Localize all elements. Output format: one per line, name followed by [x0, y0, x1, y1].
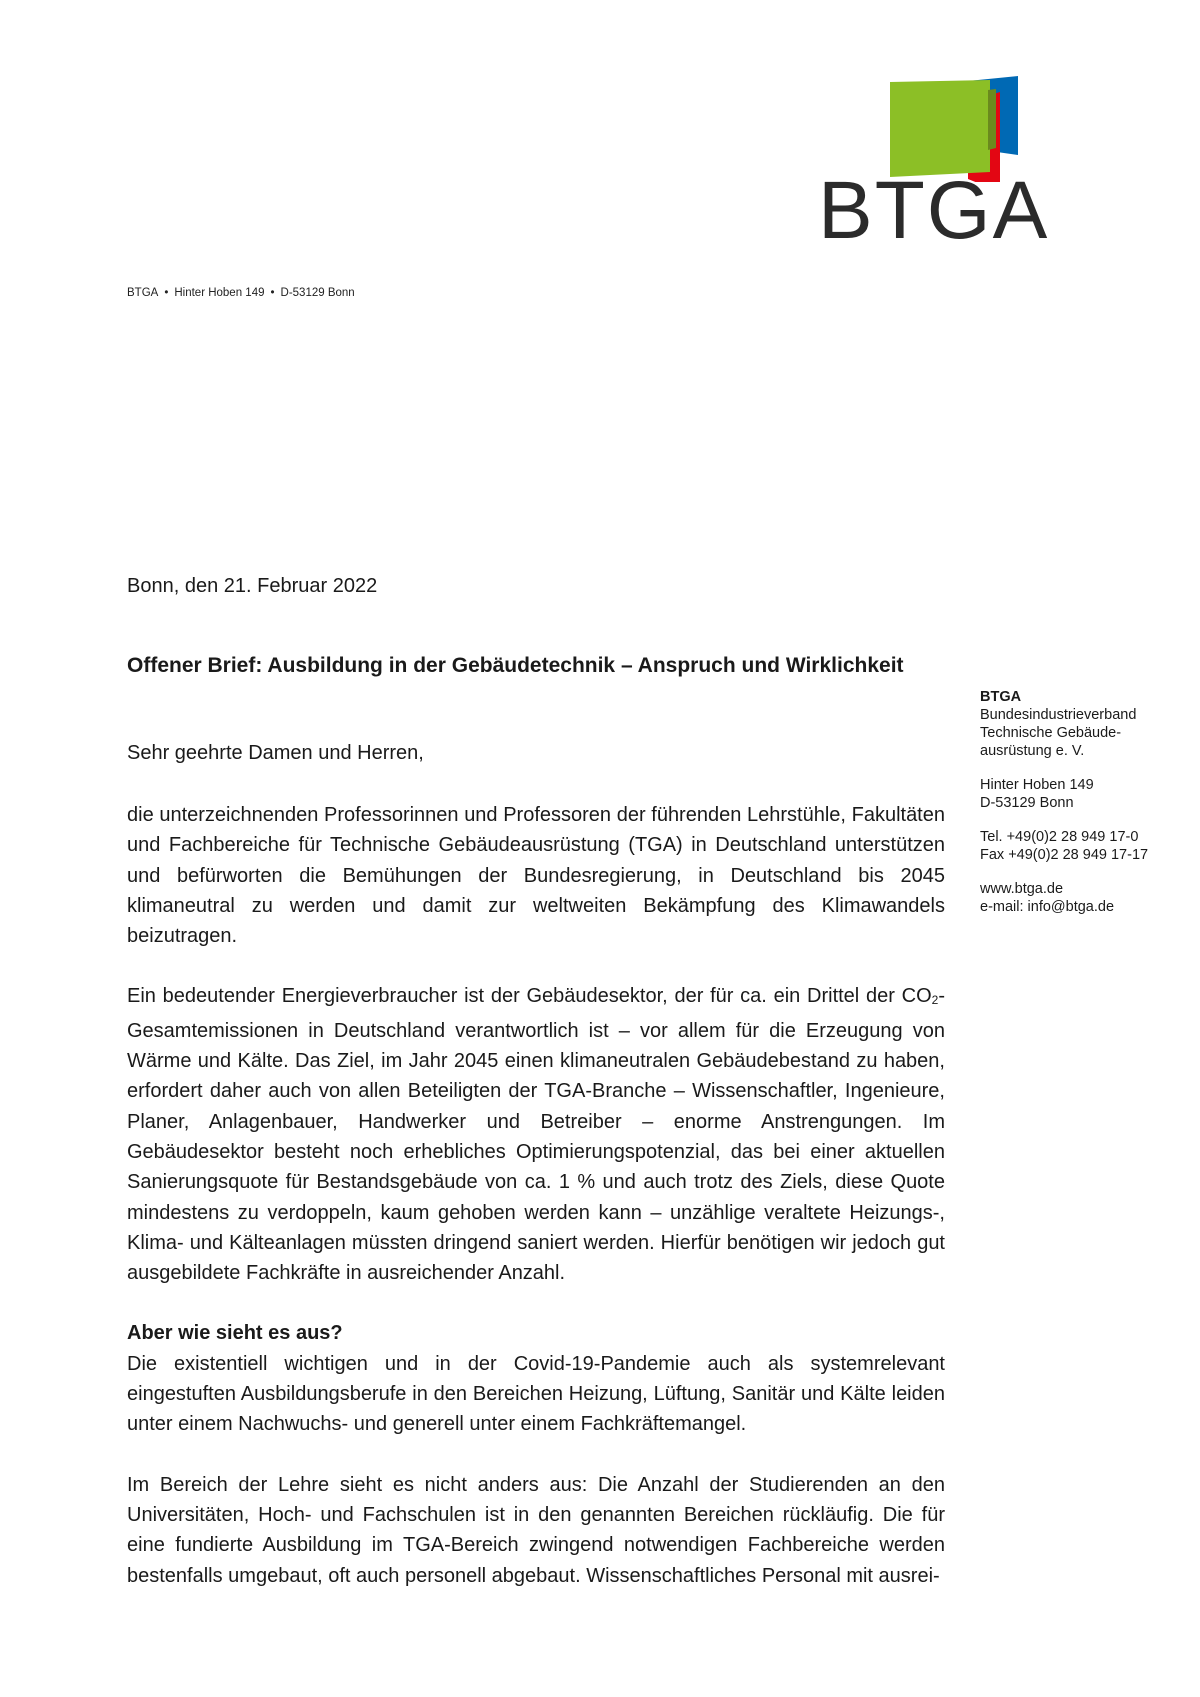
sender-address-line	[127, 287, 355, 299]
sidebar-org-line: ausrüstung e. V.	[980, 743, 1085, 759]
paragraph-energy-rest: -Gesamtemissionen in Deutschland verantwortlich ist – vor allem für die Erzeugung von Wärme und Kälte. Das Ziel, im Jahr 2045 einen klimaneutralen Gebäudebestand zu haben, erfordert daher auch von allen Beteiligten der TGA-Branche – Wissenschaftler, Ingenieure, Planer, Anlagenbauer, Handwerker und Betreiber – enorme Anstrengungen. Im Gebäudesektor besteht noch erhebliches Optimierungspotenzial, das bei einer aktuellen Sanierungsquote für Bestandsgebäude von ca. 1 % und auch trotz des Ziels, diese Quote mindestens zu verdoppeln, kaum gehoben werden kann – unzählige veraltete Heizungs-, Klima- und Kälteanlagen müssten dringend saniert werden. Hierfür benötigen wir jedoch gut ausgebildete Fachkräfte in ausreichender Anzahl.	[127, 985, 945, 1285]
separator-dot: •	[270, 287, 275, 299]
letter-title: Offener Brief: Ausbildung in der Gebäudetechnik – Anspruch und Wirklichkeit	[127, 654, 904, 677]
co2-subscript: 2	[931, 993, 939, 1008]
sidebar-org-line: Bundesindustrieverband	[980, 707, 1137, 723]
logo-green-panel	[890, 80, 990, 177]
subheading: Aber wie sieht es aus?	[127, 1322, 343, 1345]
separator-dot: •	[164, 287, 169, 299]
sidebar-website-link[interactable]: www.btga.de	[980, 881, 1064, 897]
sidebar-phone-block	[980, 828, 1180, 864]
sidebar-city: D-53129 Bonn	[980, 795, 1074, 811]
sidebar-org-line: Technische Gebäude-	[980, 725, 1122, 741]
sender-street: Hinter Hoben 149	[174, 287, 265, 299]
sidebar-org-block	[980, 688, 1180, 760]
sender-org: BTGA	[127, 287, 159, 299]
letter-body	[127, 800, 945, 1621]
logo-green-overlap	[988, 89, 996, 150]
paragraph-energy	[127, 981, 945, 1288]
logo-wordmark: BTGA	[818, 165, 1050, 256]
sidebar-contact	[980, 688, 1180, 932]
sidebar-org-short: BTGA	[980, 689, 1022, 705]
letter-date: Bonn, den 21. Februar 2022	[127, 575, 378, 597]
paragraph-teaching: Im Bereich der Lehre sieht es nicht anders aus: Die Anzahl der Studierenden an den Universitäten, Hoch- und Fachschulen ist in den genannten Bereichen rückläufig. Die für eine fundierte Ausbildung im TGA-Bereich zwingend notwendigen Fachbereiche werden bestenfalls umgebaut, oft auch personell abgebaut. Wissenschaftliches Personal mit ausrei-	[127, 1473, 945, 1587]
sidebar-street: Hinter Hoben 149	[980, 777, 1094, 793]
sidebar-email-link[interactable]: e-mail: info@btga.de	[980, 899, 1115, 915]
salutation: Sehr geehrte Damen und Herren,	[127, 742, 424, 764]
btga-logo	[818, 62, 1098, 256]
paragraph-energy-start: Ein bedeutender Energieverbraucher ist der Gebäudesektor, der für ca. ein Drittel der CO	[127, 985, 932, 1008]
sidebar-address-block	[980, 776, 1180, 812]
paragraph-intro: die unterzeichnenden Professorinnen und Professoren der führenden Lehrstühle, Fakultäten und Fachbereiche für Technische Gebäudeausrüstung (TGA) in Deutschland unterstützen und befürworten die Bemühungen der Bundesregierung, in Deutschland bis 2045 klimaneutral zu werden und damit zur weltweiten Bekämpfung des Klimawandels beizutragen.	[127, 804, 945, 948]
sidebar-tel: Tel. +49(0)2 28 949 17-0	[980, 829, 1139, 845]
paragraph-training: Die existentiell wichtigen und in der Covid-19-Pandemie auch als systemrelevant eingestuften Ausbildungsberufe in den Bereichen Heizung, Lüftung, Sanitär und Kälte leiden unter einem Nachwuchs- und generell unter einem Fachkräftemangel.	[127, 1352, 945, 1436]
btga-logo-graphic	[818, 62, 1098, 182]
sender-city: D-53129 Bonn	[280, 287, 355, 299]
sidebar-fax: Fax +49(0)2 28 949 17-17	[980, 847, 1149, 863]
sidebar-web-block	[980, 880, 1180, 916]
